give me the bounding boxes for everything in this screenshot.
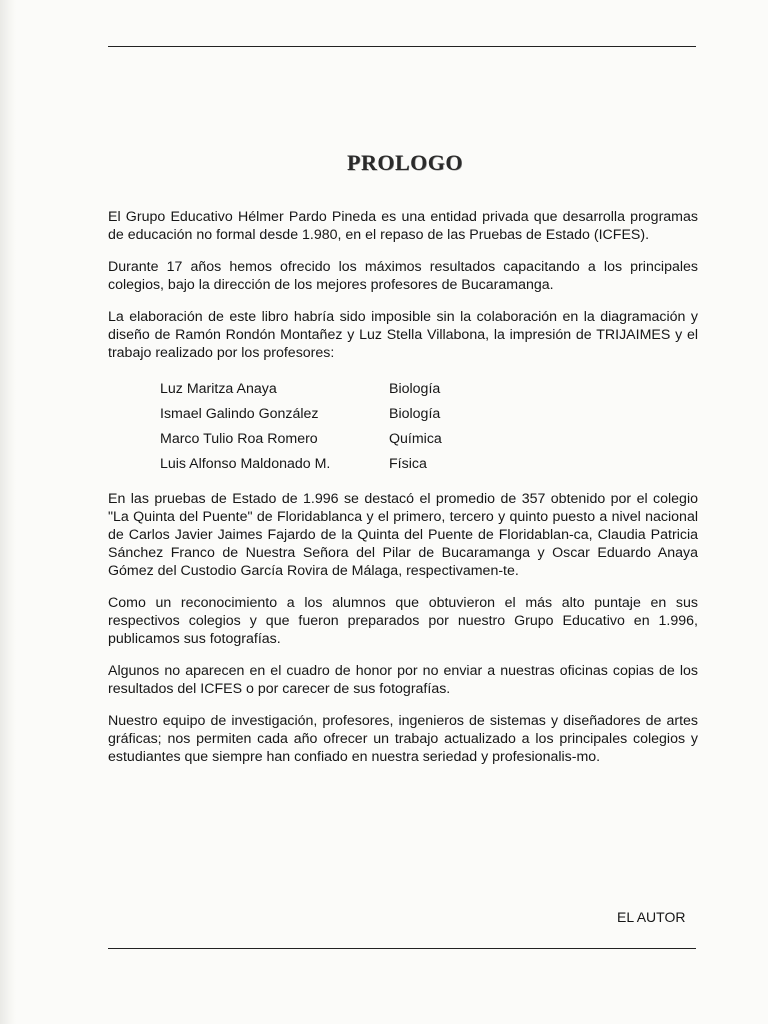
bottom-rule <box>108 948 696 949</box>
staff-name: Marco Tulio Roa Romero <box>160 430 318 447</box>
staff-subject: Física <box>389 455 427 472</box>
document-body <box>108 208 698 780</box>
staff-name: Luz Maritza Anaya <box>160 380 277 397</box>
staff-subject: Biología <box>389 405 441 422</box>
page-title: PROLOGO <box>347 150 463 175</box>
staff-row <box>160 426 442 451</box>
staff-name: Ismael Galindo González <box>160 405 319 422</box>
paragraph-state-tests: En las pruebas de Estado de 1.996 se destacó el promedio de 357 obtenido por el colegio "La Quinta del Puente" de Floridablanca y el primero, tercero y quinto puesto a nivel nacional de Carlos Javier Jaimes Fajardo de la Quinta del Puente de Floridablan-ca, Claudia Patricia Sánchez Franco de Nuestra Señora del Pilar de Bucaramanga y Oscar Eduardo Anaya Gómez del Custodio García Rovira de Málaga, respectivamen-te. <box>108 491 698 579</box>
author-signature: EL AUTOR <box>617 909 686 925</box>
paragraph-results: Durante 17 años hemos ofrecido los máximos resultados capacitando a los principales colegios, bajo la dirección de los mejores profesores de Bucaramanga. <box>108 259 698 293</box>
staff-subject: Química <box>389 430 442 447</box>
paragraph-missing: Algunos no aparecen en el cuadro de honor por no enviar a nuestras oficinas copias de los resultados del ICFES o por carecer de sus fotografías. <box>108 663 698 697</box>
staff-table <box>160 376 442 476</box>
staff-row <box>160 376 442 401</box>
paragraph-recognition: Como un reconocimiento a los alumnos que obtuvieron el más alto puntaje en sus respectivos colegios y que fueron preparados por nuestro Grupo Educativo en 1.996, publicamos sus fotografías. <box>108 595 698 647</box>
paragraph-credits: La elaboración de este libro habría sido imposible sin la colaboración en la diagramación y diseño de Ramón Rondón Montañez y Luz Stella Villabona, la impresión de TRIJAIMES y el trabajo realizado por los profesores: <box>108 309 698 361</box>
top-rule <box>108 46 696 47</box>
staff-row <box>160 401 442 426</box>
staff-subject: Biología <box>389 380 441 397</box>
paragraph-intro: El Grupo Educativo Hélmer Pardo Pineda es una entidad privada que desarrolla programas de educación no formal desde 1.980, en el repaso de las Pruebas de Estado (ICFES). <box>108 209 698 243</box>
paragraph-team: Nuestro equipo de investigación, profesores, ingenieros de sistemas y diseñadores de artes gráficas; nos permiten cada año ofrecer un trabajo actualizado a los principales colegios y estudiantes que siempre han confiado en nuestra seriedad y profesionalis-mo. <box>108 713 698 765</box>
staff-name: Luis Alfonso Maldonado M. <box>160 455 331 472</box>
staff-row <box>160 451 442 476</box>
